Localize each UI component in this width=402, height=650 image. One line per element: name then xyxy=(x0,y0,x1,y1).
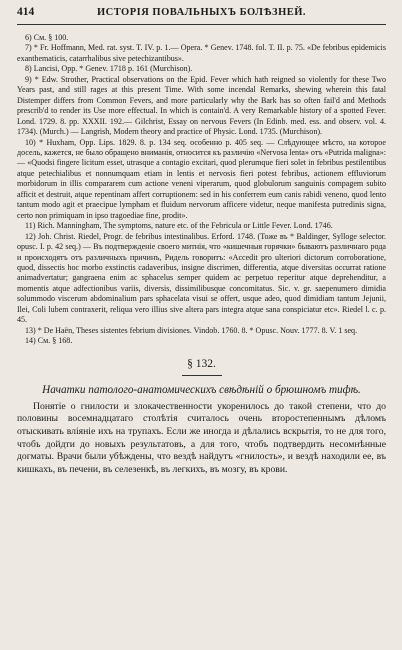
footnotes-block xyxy=(17,33,386,347)
footnote: 6) См. § 100. xyxy=(25,33,69,42)
section-number: § 132. xyxy=(187,357,216,370)
footnote: 9) * Edw. Strother, Practical observations on the Epid. Fever which hath reigned so violently for these Two Years past, and still rages at this present Time. With some incendal Remarks, shewing wherein this fatal Distemper differs from Common Fevers, and more particularly why the Bark has so often fail'd and Methods prescrib'd to render its Use more effectual. In which is contain'd. A very Remarkable history of a spotted Fever. Lond. 1729. 8. pp. XXXII. 192.— Gilchrist, Essay on nervous Fevers (In Edinb. med. ess. and observ. vol. 4. 1734). (Murch.) — Langrish, Modern theory and practice of Physic. Lond. 1735. (Murchison). xyxy=(17,74,386,137)
footnote: 7) * Fr. Hoffmann, Med. rat. syst. T. IV. p. 1.— Opera. * Genev. 1748. fol. T. II. p. 75. «De febribus epidemicis exanthematicis, catarrhalibus sive petechizantibus». xyxy=(17,43,386,63)
section-title: Начатки патолого-анатомическихъ свѣдѣній о брюшномъ тифѣ. xyxy=(42,383,361,396)
footnote: 14) См. § 168. xyxy=(25,336,73,346)
footnote: 13) * De Haën, Theses sistentes febrium divisiones. Vindob. 1760. 8. * Opusc. Nouv. 1777. 8. V. 1 seq. xyxy=(25,325,358,335)
book-page xyxy=(17,6,386,477)
section-paragraph: Понятіе о гнилости и злокачественности укоренилось до такой степени, что до половины восемнадцатаго столѣтія считалось очень второстепеннымъ дѣломъ отыскивать вліяніе ихъ на трупахъ. Если же иногда и дѣлались вскрытія, то не для того, чтобъ дойдти до новыхъ результатовъ, а для того, чтобъ подтвердить несомнѣнные догматы. Врачи были убѣждены, что вездѣ найдутъ «гнилость», и вездѣ находили ее, въ кишкахъ, въ печени, въ селезенкѣ, въ легкихъ, въ мозгу, въ крови. xyxy=(17,400,386,476)
footnote: 11) Rich. Manningham, The symptoms, nature etc. of the Febricula or Little Fever. Lond. 1746. xyxy=(25,221,333,231)
page-number: 414 xyxy=(17,6,35,18)
header-rule xyxy=(17,24,386,25)
page-header xyxy=(17,6,386,22)
footnote: 12) Joh. Christ. Riedel, Progr. de febribus intestinalibus. Erford. 1748. (Тоже въ * Baldinger, Sylloge selector. opusc. I. p. 42 seq.) — Въ подтвержденіе своего митнія, что «кишечныя горячки» бываютъ различнаго рода и происходятъ отъ различныхъ причинъ, Ридель говоритъ: «Accedit pro ulteriori dictorum corroboratione, quod, dissectis hoc morbo exstinctis cadaveribus, insigne discrimen, differentia, atque diversitas occurrat ratione animadvertatur; gangraena enim ac sphacelus semper quidem ac perpetuo reperitur atque deprehenditur, a momentis atque adfectionibus variis, diversis, dissimilibusque concomitatus. Sic. v. gr. saepenumero dimidia solummodo viscerum abdominalium pars sphacelata visui se offert, usque adeo, quod dimidiam tantum Jejunii, Ilei, Coli lubem contraxerit, reliqua vero illius sive alterа pars integra atque sana conspiciatur etc». Riedel l. c. p. 45. xyxy=(17,231,386,325)
running-title: ИСТОРІЯ ПОВАЛЬНЫХЪ БОЛѢЗНЕЙ. xyxy=(96,7,307,18)
footnote: 8) Lancisi, Opp. * Genev. 1718 p. 161 (Murchison). xyxy=(25,64,193,74)
footnote: 10) * Huxham, Opp. Lips. 1829. 8. p. 134 seq. особенно p. 405 seq. — Слѣдующее мѣсто, на которое досель, кажется, не было обращено вниманія, относится къ различію «Nervosa lenta» отъ «Putrida maligna»: — «Quodsi fingere licitum esset, utrasque a contagio excitari, quod plerumque fieri solet in febribus pestilentibus atque petechialibus et nonnumquam etiam in lentis et nervosis fieri potest febribus, actionem effluviorum morbidorum in illis compararem cum actione veneni viperarum, quod globulorum sanguinis compagem subito afficit et destruit, atque repentinam affert corruptionem: sed in his conferrem eum canis rabidi veneno, quod lento tantum modo agit et praecipue lympham et fluidum nervorum afficere videtur, neque manifesta putredinis signa, certo non primiquam in ipso tragoediae fine, prodit». xyxy=(17,137,386,220)
section-rule xyxy=(182,375,222,376)
